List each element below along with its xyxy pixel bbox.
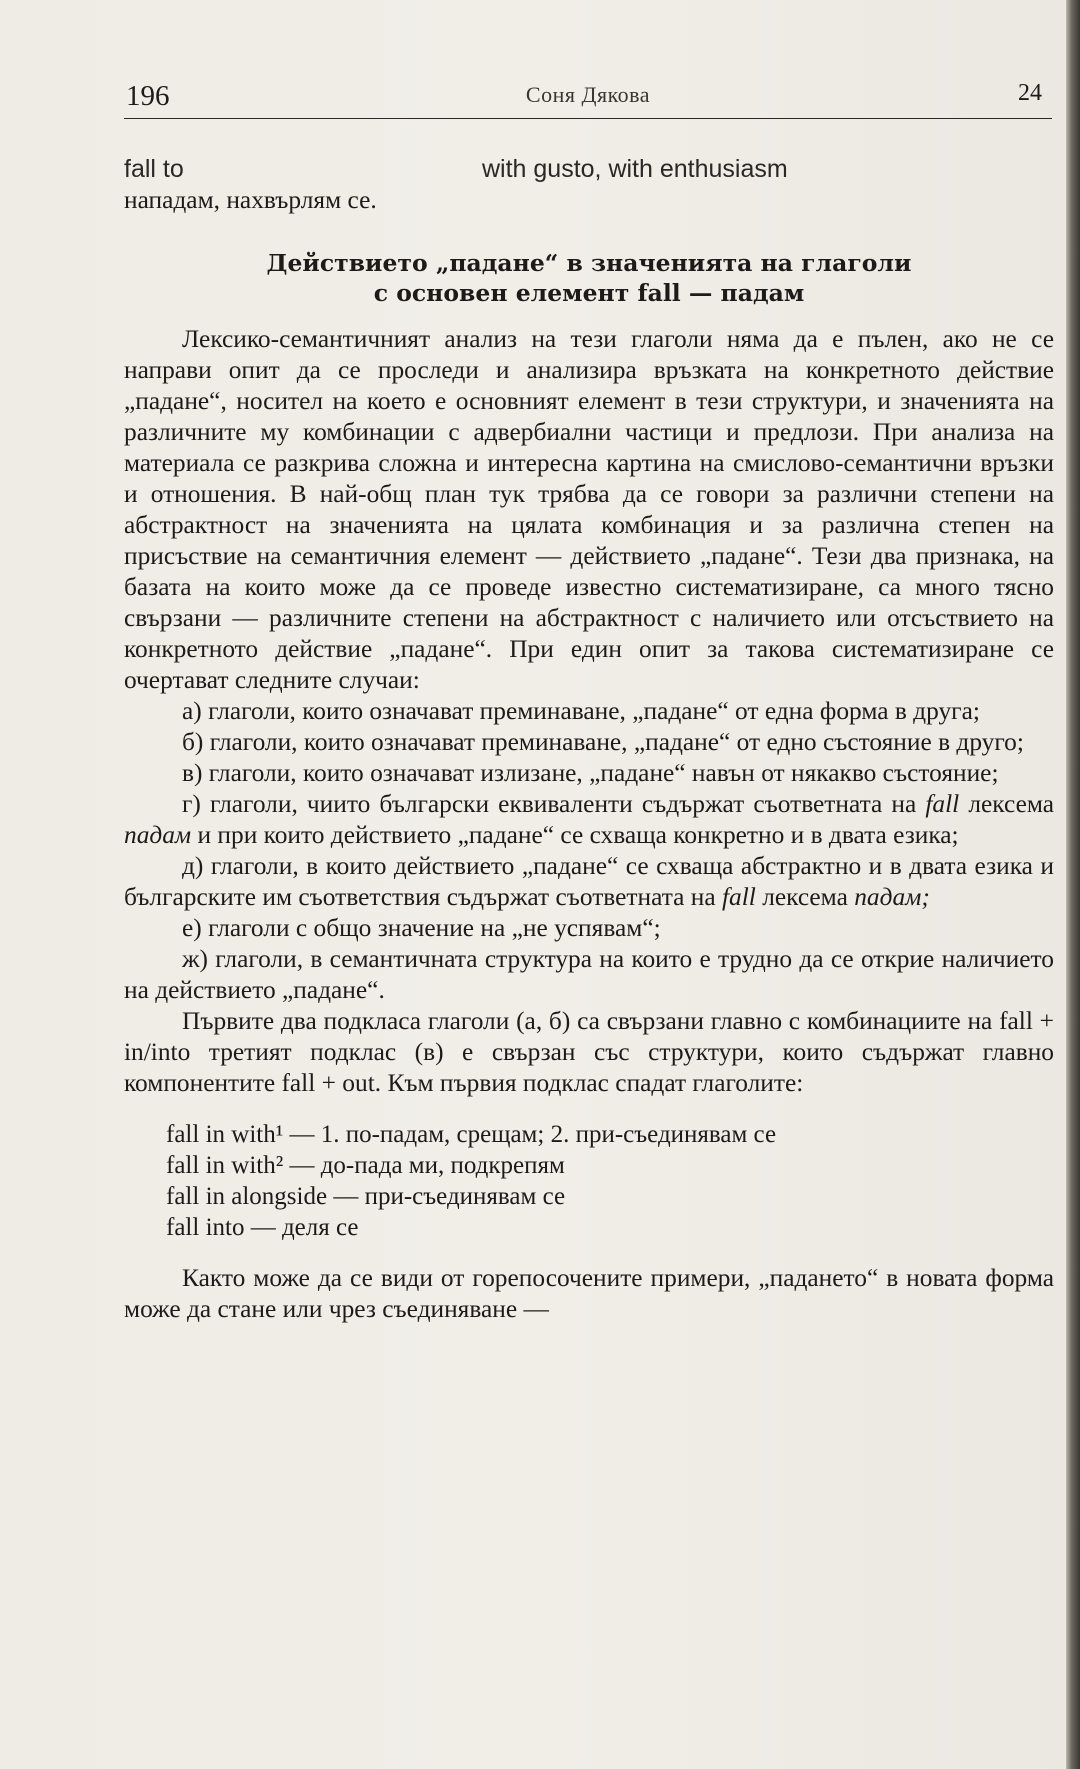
item-g-padam: падам bbox=[124, 821, 192, 849]
list-item-d bbox=[124, 851, 1054, 913]
example-line: fall in with² — до-пада ми, подкрепям bbox=[166, 1152, 565, 1179]
signature-number: 24 bbox=[1018, 80, 1042, 106]
list-item-b: б) глаголи, които означават преминаване, „падане“ от едно състояние в друго; bbox=[182, 728, 1024, 756]
dictionary-entry bbox=[124, 154, 1054, 185]
heading-line-1: Действието „падане“ в значенията на глаголи bbox=[266, 249, 912, 277]
running-title: Соня Дякова bbox=[525, 82, 651, 107]
example-line: fall in with¹ — 1. по-падам, срещам; 2. при-съединявам се bbox=[166, 1121, 777, 1148]
entry-term: fall to bbox=[124, 155, 184, 183]
item-d-text-2: лексема bbox=[762, 883, 848, 911]
book-edge bbox=[1066, 0, 1080, 1769]
item-g-text-3: и при които действието „падане“ се схваща конкретно и в двата езика; bbox=[197, 821, 959, 849]
item-g-fall: fall bbox=[925, 790, 960, 818]
paragraph-2: Първите два подкласа глаголи (а, б) са свързани главно с комбинациите на fall + in/into третият подклас (в) е свързан със структури, които съдържат главно компонентите fall + out. Към първия подклас спадат глаголите: bbox=[124, 1007, 1054, 1097]
example-line: fall into — деля се bbox=[166, 1214, 359, 1241]
list-item-zh: ж) глаголи, в семантичната структура на които е трудно да се открие наличието на действието „падане“. bbox=[124, 945, 1054, 1004]
list-item-v: в) глаголи, които означават излизане, „падане“ навън от някакво състояние; bbox=[182, 759, 999, 787]
heading-line-2: с основен елемент fall — падам bbox=[373, 279, 805, 307]
paragraph-1: Лексико-семантичният анализ на тези глаголи няма да е пълен, ако не се направи опит да се проследи и анализира връзката на конкретното действие „падане“, носител на което е основният елемент в тези структури, и значенията на различните му комбинации с адвербиални частици и предлози. При анализа на материала се разкрива сложна и интересна картина на смислово-семантични връзки и отношения. В най-общ план тук трябва да се говори за различни степени на абстрактност на значенията на цялата комбинация и за различна степен на присъствие на семантичния елемент — действието „падане“. Тези два признака, на базата на които може да се проведе известно систематизиране, са много тясно свързани — различните степени на абстрактност с наличието или отсъствието на конкретното действие „падане“. При един опит за такова систематизиране се очертават следните случаи: bbox=[124, 325, 1054, 694]
section-heading bbox=[124, 248, 1054, 308]
entry-gloss-en: with gusto, with enthusiasm bbox=[482, 155, 788, 183]
running-header bbox=[124, 78, 1052, 119]
item-g-text-2: лексема bbox=[968, 790, 1055, 818]
example-line: fall in alongside — при-съединявам се bbox=[166, 1183, 566, 1210]
item-d-text-1: д) глаголи, в които действието „падане“ се схваща абстрактно и в двата езика и българските им съответствия съдържат съответната на bbox=[124, 852, 1054, 911]
list-item-a: а) глаголи, които означават преминаване, „падане“ от една форма в друга; bbox=[182, 697, 980, 725]
example-list bbox=[166, 1119, 1054, 1243]
item-d-fall: fall bbox=[721, 883, 756, 911]
page-body bbox=[124, 154, 1054, 1325]
paragraph-3: Както може да се види от горепосочените примери, „падането“ в новата форма може да стане или чрез съединяване — bbox=[124, 1264, 1054, 1323]
item-d-padam: падам; bbox=[854, 883, 930, 911]
item-g-text-1: г) глаголи, чиито български еквиваленти съдържат съответната на bbox=[182, 790, 917, 818]
entry-gloss-bg: нападам, нахвърлям се. bbox=[124, 186, 377, 214]
list-item-g bbox=[124, 789, 1054, 851]
page-number: 196 bbox=[126, 80, 170, 112]
list-item-e: е) глаголи с общо значение на „не успявам“; bbox=[182, 914, 661, 942]
